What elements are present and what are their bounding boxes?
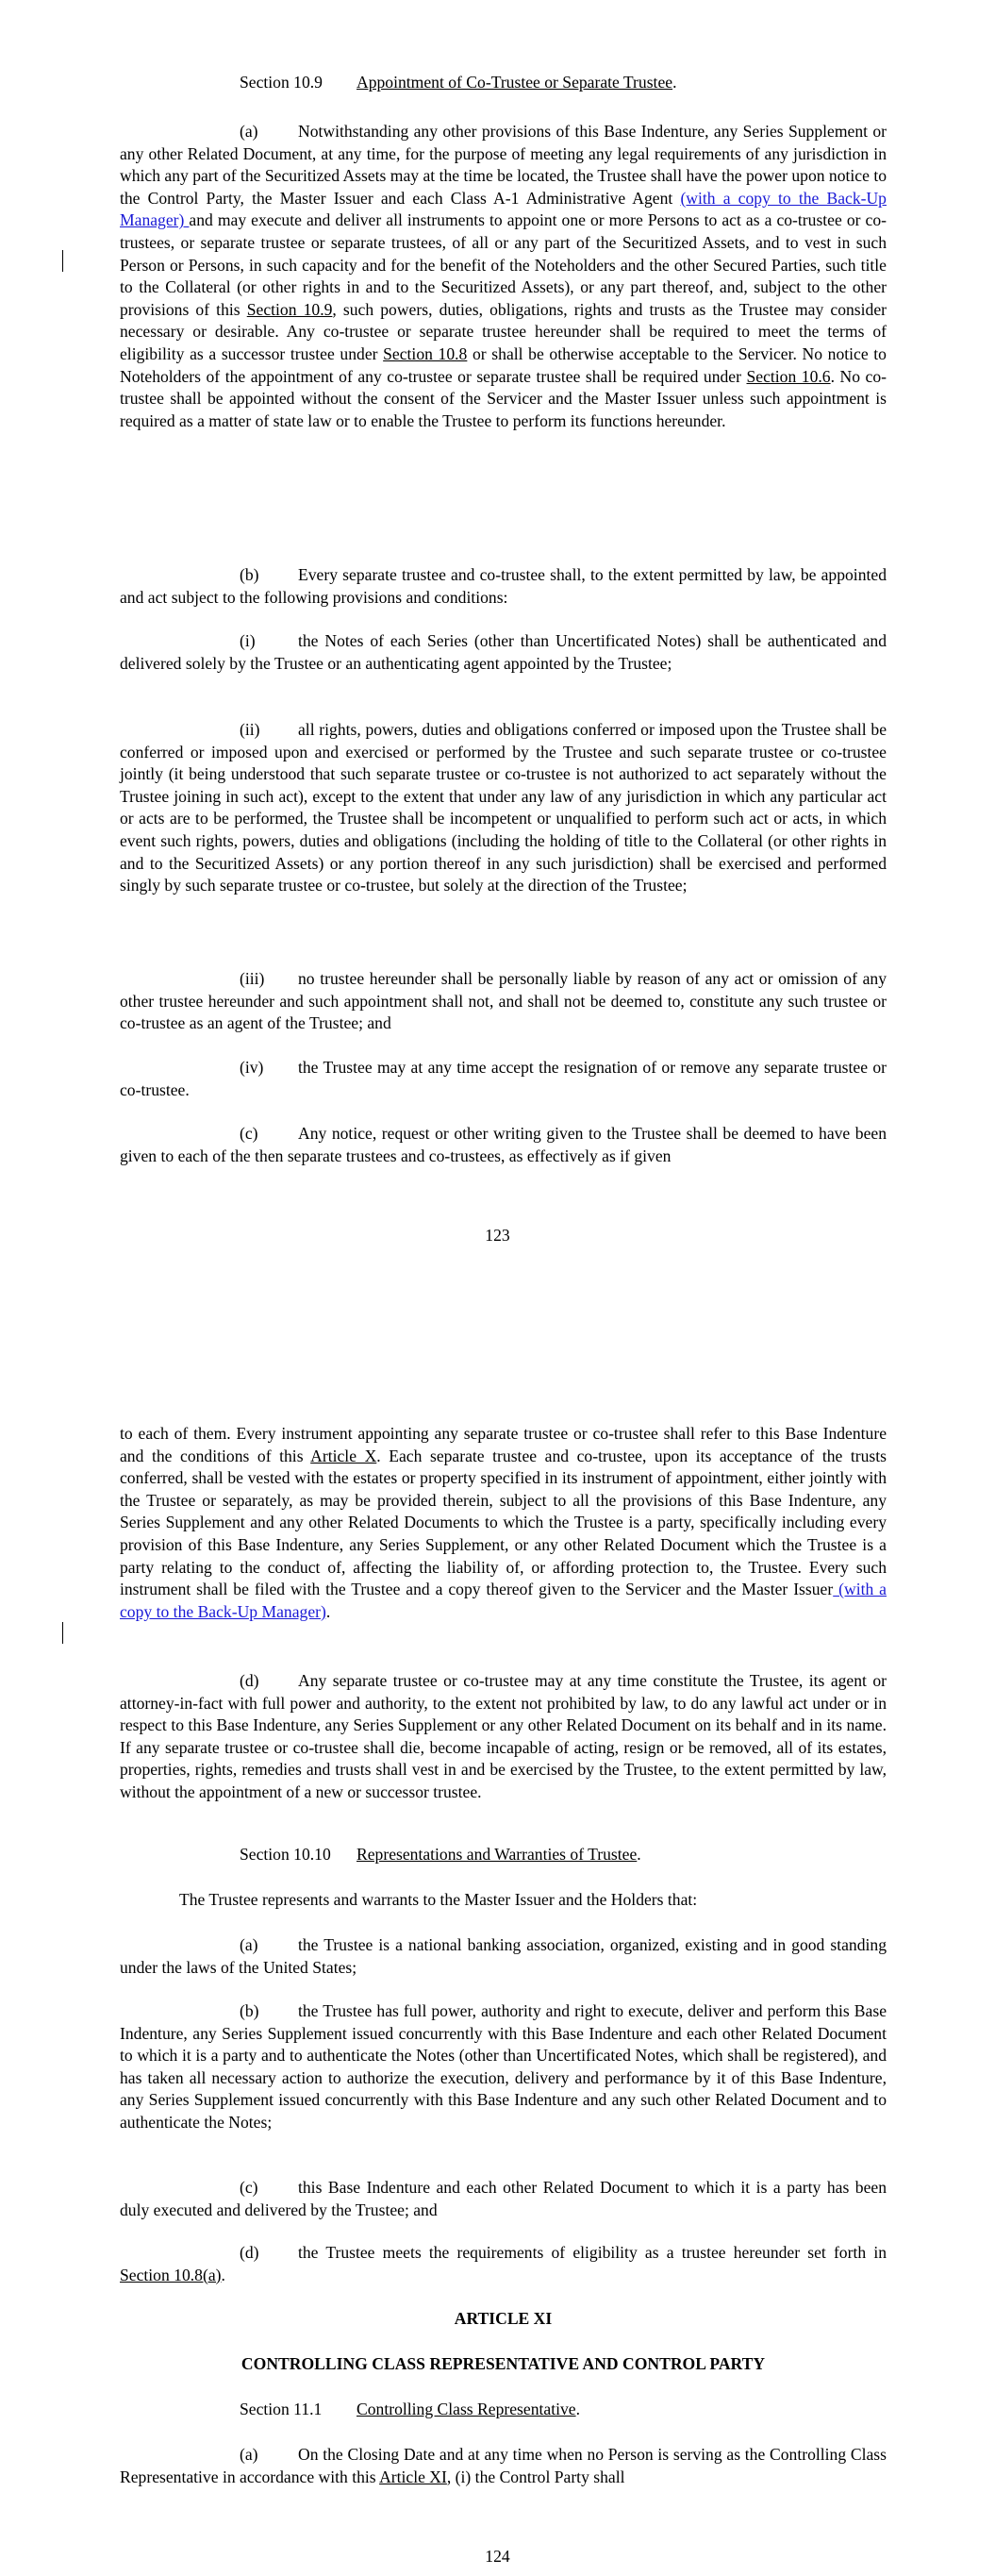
paragraph-b: (b) Every separate trustee and co-trustee shall, to the extent permitted by law, be appointed and act subject to the following provisions and conditions: — [120, 565, 887, 607]
paragraph-11-1-a: (a) On the Closing Date and at any time when no Person is serving as the Controlling Class Representative in accordance with this Article XI, (i) the Control Party shall — [120, 2445, 887, 2486]
paragraph-i: (i) the Notes of each Series (other than Uncertificated Notes) shall be authenticated and delivered solely by the Trustee or an authenticating agent appointed by the Trustee; — [120, 631, 887, 673]
section-10-10-heading: Section 10.10 Representations and Warranties of Trustee. — [240, 1845, 641, 1864]
section-reference[interactable]: Section 10.6 — [746, 366, 831, 386]
paragraph-ii: (ii) all rights, powers, duties and obligations conferred or imposed upon the Trustee shall be conferred or imposed upon and exercised or performed by the Trustee and such separate trustee or co-trustee jointly (it being understood that such separate trustee or co-trustee is not authorized to act separately without the Trustee joining in such act), except to the extent that under any law of any jurisdiction in which any particular act or acts are to be performed, the Trustee shall be incompetent or unqualified to perform such act or acts, in which event such rights, powers, duties and obligations (including the holding of title to the Collateral (or other rights in and to the Securitized Assets) or any portion thereof in any such jurisdiction) shall be exercised and performed singly by such separate trustee or co-trustee, but solely at the direction of the Trustee; — [120, 720, 887, 895]
page-number: 123 — [485, 1226, 510, 1245]
article-heading: ARTICLE XI — [454, 2309, 553, 2328]
revision-bar — [62, 250, 63, 272]
back-up-manager-insertion: (with a copy to the Back-Up Manager) — [120, 188, 887, 230]
revision-bar — [62, 1622, 63, 1644]
paragraph-iv: (iv) the Trustee may at any time accept the resignation of or remove any separate trustee or co-trustee. — [120, 1058, 887, 1099]
section-reference[interactable]: Section 10.9 — [246, 299, 333, 319]
paragraph-rep-b: (b) the Trustee has full power, authority and right to execute, deliver and perform this Base Indenture, any Series Supplement issued concurrently with this Base Indenture and each other Related Document to which it is a party and to authenticate the Notes (other than Uncertificated Notes, which shall be registered), and has taken all necessary action to authorize the execution, delivery and performance by it of this Base Indenture, any Series Supplement issued concurrently with this Base Indenture and any such other Related Document and to authenticate the Notes; — [120, 2001, 887, 2132]
paragraph-a: (a) Notwithstanding any other provisions of this Base Indenture, any Series Supplement or any other Related Document, at any time, for the purpose of meeting any legal requirements of any jurisdiction in which any part of the Securitized Assets may at the time be located, the Trustee shall have the power upon notice to the Control Party, the Master Issuer and each Class A-1 Administrative Agent (with a copy to the Back-Up Manager) and may execute and deliver all instruments to appoint one or more Persons to act as a co-trustee or co-trustees, or separate trustee or separate trustees, of all or any part of the Securitized Assets, and to vest in such Person or Persons, in such capacity and for the benefit of the Noteholders and the other Secured Parties, such title to the Collateral (or other rights in and to the Securitized Assets), or any part thereof, and, subject to the other provisions of this Section 10.9, such powers, duties, obligations, rights and trusts as the Trustee may consider necessary or desirable. Any co-trustee or separate trustee hereunder shall be required to meet the terms of eligibility as a successor trustee under Section 10.8 or shall be otherwise acceptable to the Servicer. No notice to Noteholders of the appointment of any co-trustee or separate trustee shall be required under Section 10.6. No co-trustee shall be appointed without the consent of the Servicer and the Master Issuer unless such appointment is required as a matter of state law or to enable the Trustee to perform its functions hereunder. — [120, 122, 887, 430]
representations-intro: The Trustee represents and warrants to the Master Issuer and the Holders that: — [179, 1890, 698, 1909]
page-number: 124 — [485, 2547, 510, 2566]
paragraph-rep-d: (d) the Trustee meets the requirements of eligibility as a trustee hereunder set forth in Section 10.8(a). — [120, 2243, 887, 2284]
article-title: CONTROLLING CLASS REPRESENTATIVE AND CONTROL PARTY — [240, 2354, 766, 2373]
paragraph-rep-a: (a) the Trustee is a national banking association, organized, existing and in good standing under the laws of the United States; — [120, 1935, 887, 1977]
section-title: Representations and Warranties of Trustee — [357, 1845, 638, 1864]
paragraph-iii: (iii) no trustee hereunder shall be personally liable by reason of any act or omission of any other trustee hereunder and such appointment shall not, and shall not be deemed to, constitute any such trustee or co-trustee as an agent of the Trustee; and — [120, 969, 887, 1033]
paragraph-d: (d) Any separate trustee or co-trustee may at any time constitute the Trustee, its agent or attorney-in-fact with full power and authority, to the extent not prohibited by law, to do any lawful act under or in respect to this Base Indenture, any Series Supplement or any other Related Document on its behalf and in its name. If any separate trustee or co-trustee shall die, become incapable of acting, resign or be removed, all of its estates, properties, rights, remedies and trusts shall vest in and be exercised by the Trustee, to the extent permitted by law, without the appointment of a new or successor trustee. — [120, 1671, 887, 1801]
section-reference[interactable]: Section 10.8 — [383, 343, 468, 363]
back-up-manager-insertion: (with a copy to the Back-Up Manager) — [120, 1580, 887, 1621]
paragraph-rep-c: (c) this Base Indenture and each other Related Document to which it is a party has been duly executed and delivered by the Trustee; and — [120, 2178, 887, 2219]
section-reference[interactable]: Section 10.8(a) — [120, 2265, 222, 2284]
paragraph-continuation: to each of them. Every instrument appointing any separate trustee or co-trustee shall refer to this Base Indenture and the conditions of this Article X. Each separate trustee and co-trustee, upon its acceptance of the trusts conferred, shall be vested with the estates or property specified in its instrument of appointment, either jointly with the Trustee or separately, as may be provided therein, subject to all the provisions of this Base Indenture, any Series Supplement and any other Related Documents to which the Trustee is a party, specifically including every provision of this Base Indenture, any Series Supplement, or any other Related Document which the Trustee is a party relating to the conduct of, affecting the liability of, or affording protection to, the Trustee. Every such instrument shall be filed with the Trustee and a copy thereof given to the Servicer and the Master Issuer (with a copy to the Back-Up Manager). — [120, 1424, 887, 1621]
article-reference[interactable]: Article XI — [379, 2467, 447, 2486]
paragraph-c: (c) Any notice, request or other writing given to the Trustee shall be deemed to have been given to each of the then separate trustees and co-trustees, as effectively as if given — [120, 1124, 887, 1165]
section-10-9-heading: Section 10.9 Appointment of Co-Trustee or Separate Trustee. — [240, 73, 677, 92]
page-124 — [0, 1349, 995, 2576]
section-title: Controlling Class Representative — [357, 2400, 576, 2418]
section-11-1-heading: Section 11.1 Controlling Class Representative. — [240, 2400, 580, 2418]
article-reference[interactable]: Article X — [310, 1446, 377, 1465]
section-title: Appointment of Co-Trustee or Separate Trustee — [357, 73, 673, 92]
